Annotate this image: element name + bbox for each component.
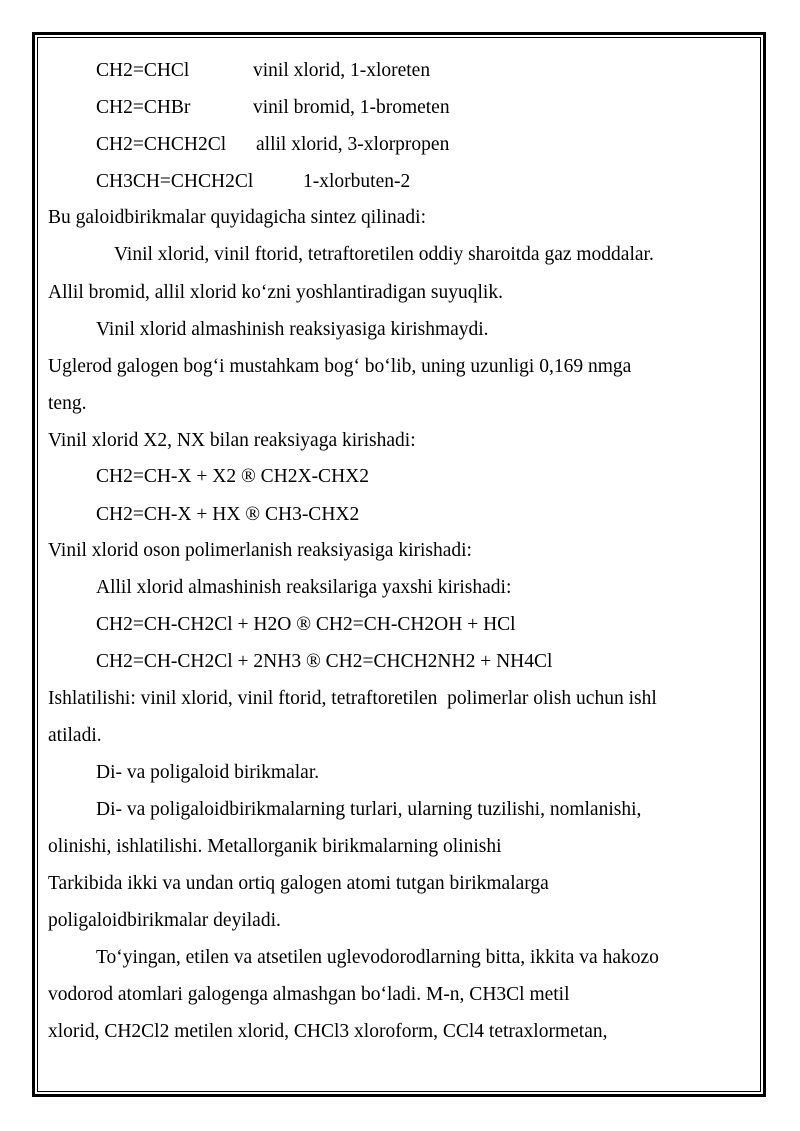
compound-name: vinil xlorid, 1-xloreten (253, 60, 431, 81)
paragraph-line: poligaloidbirikmalar deyiladi. (48, 910, 281, 931)
paragraph-line: Toʻyingan, etilen va atsetilen uglevodorodlarning bitta, ikkita va hakozo (96, 947, 659, 968)
paragraph-line: Bu galoidbirikmalar quyidagicha sintez qilinadi: (48, 207, 426, 228)
paragraph-line: Allil bromid, allil xlorid koʻzni yoshlantiradigan suyuqlik. (48, 282, 503, 303)
paragraph-line: Vinil xlorid, vinil ftorid, tetraftoretilen oddiy sharoitda gaz moddalar. (114, 244, 654, 265)
paragraph-line: Vinil xlorid oson polimerlanish reaksiyasiga kirishadi: (48, 540, 472, 561)
paragraph-line: Di- va poligaloidbirikmalarning turlari, ularning tuzilishi, nomlanishi, (96, 799, 642, 820)
paragraph-line: Tarkibida ikki va undan ortiq galogen atomi tutgan birikmalarga (48, 873, 549, 894)
paragraph-line: vodorod atomlari galogenga almashgan boʻladi. M-n, CH3Cl metil (48, 984, 570, 1005)
paragraph-line: Allil xlorid almashinish reaksilariga yaxshi kirishadi: (96, 577, 512, 598)
compound-formula: CH3CH=CHCH2Cl (96, 171, 254, 192)
compound-formula: CH2=CHBr (96, 97, 191, 118)
paragraph-line: xlorid, CH2Cl2 metilen xlorid, CHCl3 xloroform, CCl4 tetraxlormetan, (48, 1021, 608, 1042)
section-heading: Di- va poligaloid birikmalar. (96, 762, 320, 783)
paragraph-line: Uglerod galogen bogʻi mustahkam bogʻ boʻlib, uning uzunligi 0,169 nmga (48, 356, 632, 377)
paragraph-line: atiladi. (48, 725, 102, 746)
reaction-equation: CH2=CH-CH2Cl + 2NH3 ® CH2=CHCH2NH2 + NH4Cl (96, 651, 553, 672)
compound-line (96, 135, 449, 155)
paragraph-line: olinishi, ishlatilishi. Metallorganik birikmalarning olinishi (48, 836, 502, 857)
compound-formula: CH2=CHCH2Cl (96, 134, 227, 155)
compound-name: 1-xlorbuten-2 (303, 171, 411, 192)
compound-line (96, 172, 410, 192)
reaction-equation: CH2=CH-X + HX ® CH3-CHX2 (96, 504, 360, 525)
reaction-equation: CH2=CH-X + X2 ® CH2X-CHX2 (96, 466, 369, 487)
compound-line (96, 61, 430, 81)
compound-name: allil xlorid, 3-xlorpropen (256, 134, 450, 155)
compound-line (96, 98, 450, 118)
paragraph-line: Vinil xlorid almashinish reaksiyasiga kirishmaydi. (96, 319, 489, 340)
paragraph-line: Ishlatilishi: vinil xlorid, vinil ftorid, tetraftoretilen polimerlar olish uchun ishl (48, 688, 657, 709)
paragraph-line: Vinil xlorid X2, NX bilan reaksiyaga kirishadi: (48, 430, 416, 451)
reaction-equation: CH2=CH-CH2Cl + H2O ® CH2=CH-CH2OH + HCl (96, 614, 516, 635)
compound-name: vinil bromid, 1-brometen (253, 97, 450, 118)
compound-formula: CH2=CHCl (96, 60, 190, 81)
paragraph-line: teng. (48, 393, 87, 414)
